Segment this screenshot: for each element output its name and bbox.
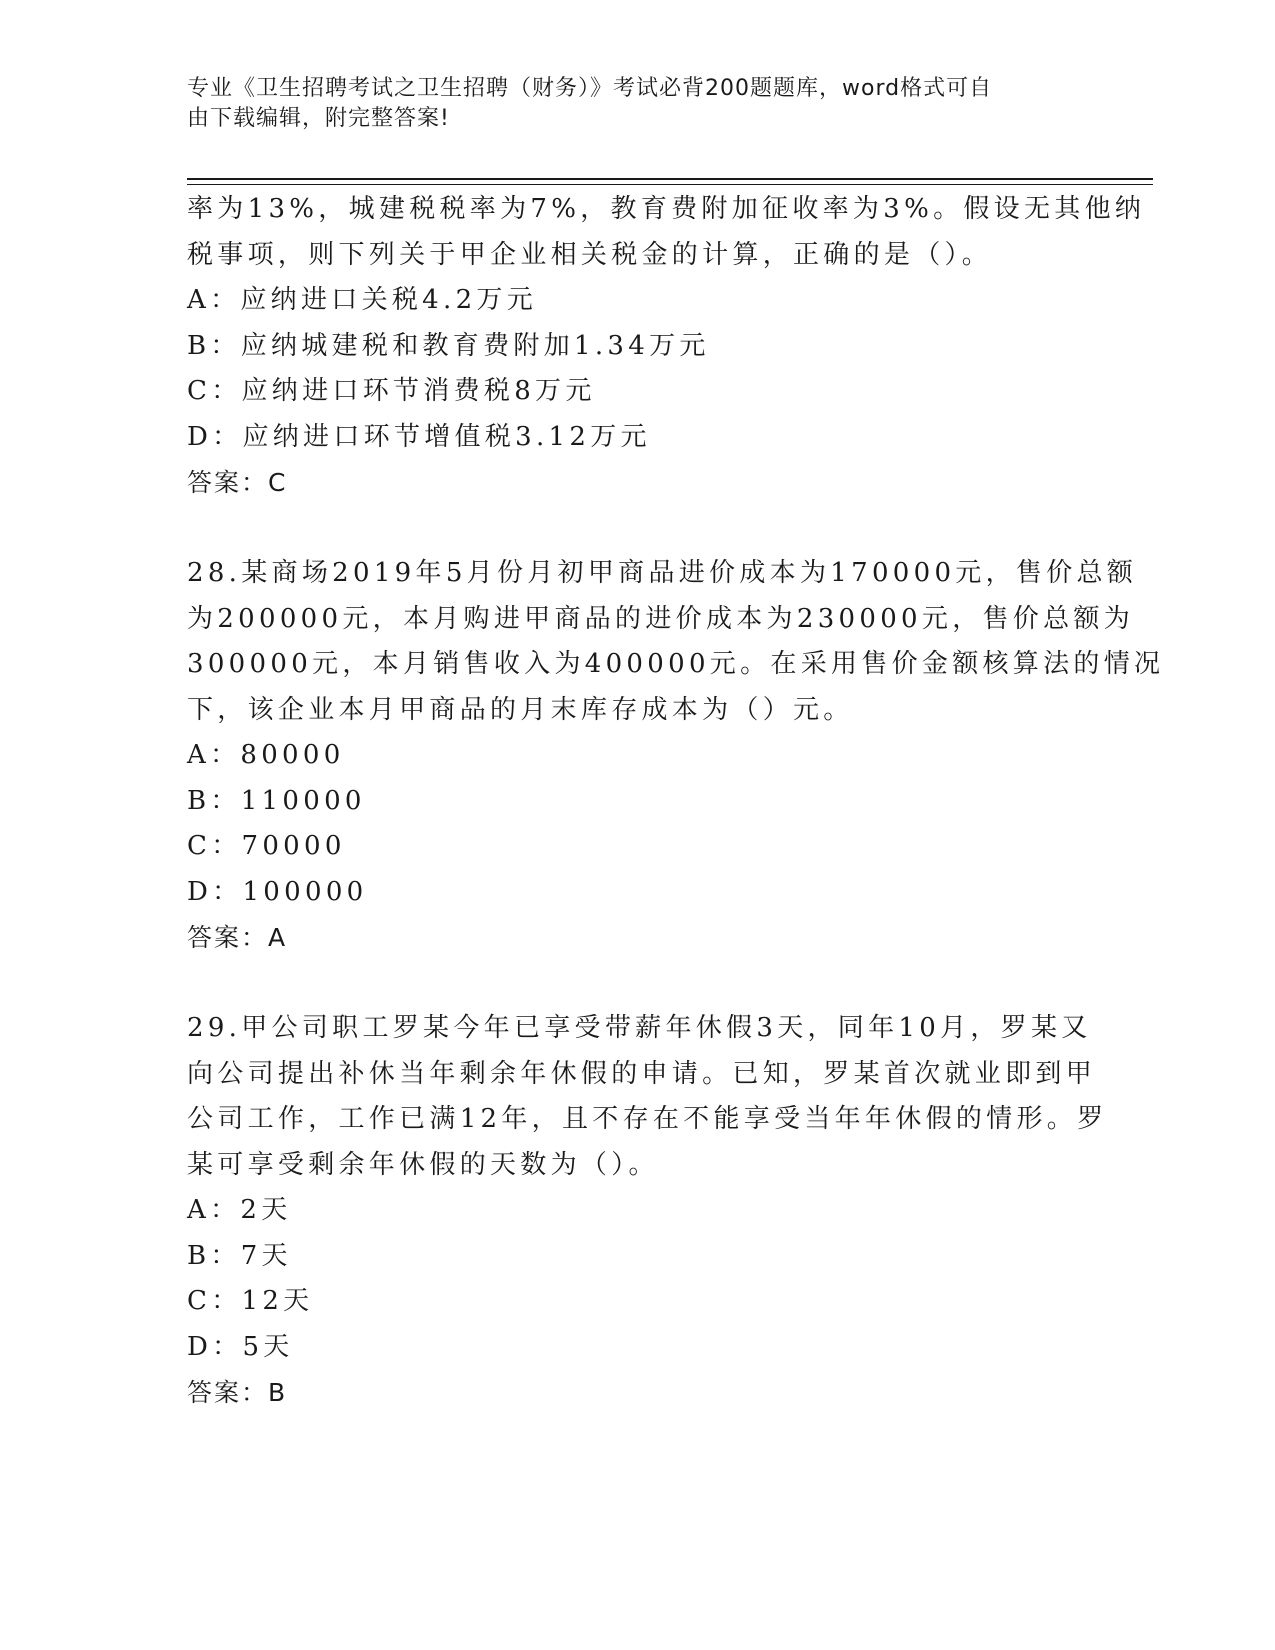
document-header xyxy=(187,74,1087,134)
header-line-2: 由下载编辑，附完整答案! xyxy=(187,106,450,131)
option-b: B：110000 xyxy=(187,785,366,816)
document-body xyxy=(187,187,1165,1416)
option-b: B：7天 xyxy=(187,1240,292,1271)
question-text-line: 28.某商场2019年5月份月初甲商品进价成本为170000元，售价总额 xyxy=(187,558,1138,588)
option-a: A：应纳进口关税4.2万元 xyxy=(187,285,538,315)
question-text-line: 率为13%，城建税税率为7%，教育费附加征收率为3%。假设无其他纳 xyxy=(187,194,1146,224)
header-divider-thin xyxy=(187,184,1153,185)
spacer xyxy=(187,506,1087,552)
question-text-line: 公司工作，工作已满12年，且不存在不能享受当年年休假的情形。罗 xyxy=(187,1104,1108,1134)
header-line-1: 专业《卫生招聘考试之卫生招聘（财务）》考试必背200题题库，word格式可自 xyxy=(187,76,993,101)
option-a: A：2天 xyxy=(187,1195,292,1225)
header-divider-thick xyxy=(187,178,1153,180)
question-28 xyxy=(187,551,1165,961)
question-text-line: 向公司提出补休当年剩余年休假的申请。已知，罗某首次就业即到甲 xyxy=(187,1058,1097,1089)
question-text-line: 税事项，则下列关于甲企业相关税金的计算，正确的是（）。 xyxy=(187,239,993,270)
question-text-line: 300000元，本月销售收入为400000元。在采用售价金额核算法的情况 xyxy=(187,649,1165,679)
option-c: C：应纳进口环节消费税8万元 xyxy=(187,376,596,406)
option-d: D：100000 xyxy=(187,876,368,907)
question-text-line: 为200000元，本月购进甲商品的进价成本为230000元，售价总额为 xyxy=(187,603,1135,634)
answer: 答案：B xyxy=(187,1378,288,1407)
option-a: A：80000 xyxy=(187,740,345,770)
spacer xyxy=(187,961,1087,1007)
option-b: B：应纳城建税和教育费附加1.34万元 xyxy=(187,330,710,361)
option-c: C：12天 xyxy=(187,1286,314,1316)
option-d: D：应纳进口环节增值税3.12万元 xyxy=(187,421,651,452)
question-text-line: 29.甲公司职工罗某今年已享受带薪年休假3天，同年10月，罗某又 xyxy=(187,1013,1092,1043)
question-text-line: 某可享受剩余年休假的天数为（）。 xyxy=(187,1149,659,1180)
question-text-line: 下，该企业本月甲商品的月末库存成本为（）元。 xyxy=(187,694,854,725)
question-29 xyxy=(187,1006,1108,1416)
option-c: C：70000 xyxy=(187,831,346,861)
answer: 答案：A xyxy=(187,923,288,952)
option-d: D：5天 xyxy=(187,1331,294,1362)
question-27 xyxy=(187,187,1146,506)
answer: 答案：C xyxy=(187,468,288,497)
